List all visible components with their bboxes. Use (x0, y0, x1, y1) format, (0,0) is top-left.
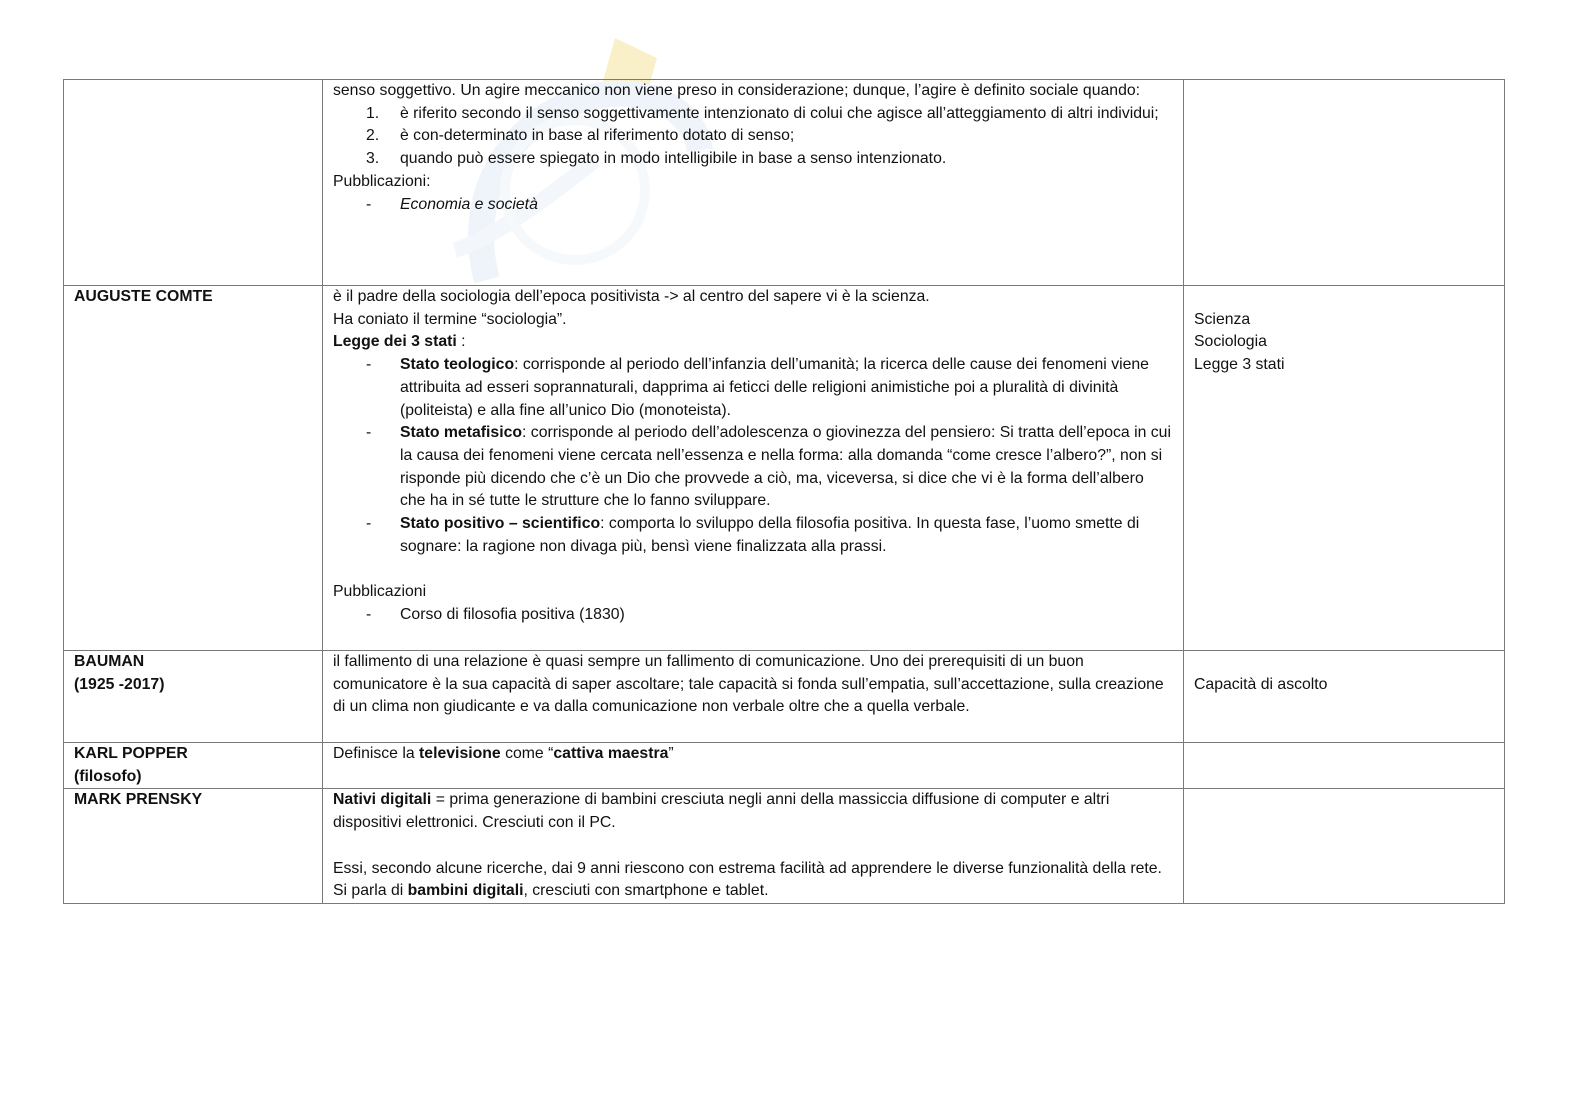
bold-term: televisione (419, 745, 501, 762)
author-note: (filosofo) (74, 767, 142, 785)
author-cell (64, 286, 323, 651)
state-text: : comporta lo sviluppo della filosofia positiva. In questa fase, l’uomo smette di sognare: la ragione non divaga più, bensì viene finalizzata alla prassi. (400, 515, 1140, 555)
list-number: 1. (366, 104, 380, 122)
description-text (333, 743, 1173, 766)
bold-term: cattiva maestra (553, 745, 669, 762)
author-name: BAUMAN (74, 653, 145, 670)
keyword-list (1194, 651, 1494, 696)
author-cell (64, 80, 323, 286)
description-paragraph (333, 789, 1173, 834)
dash-bullet: - (366, 195, 372, 213)
law-suffix: : (456, 333, 466, 351)
spacer (333, 558, 1173, 581)
list-item-text: è riferito secondo il senso soggettivamente intenzionato di colui che agisce all’atteggiamento di altri individui; (400, 104, 1159, 122)
description-cell (323, 789, 1184, 904)
description-paragraph (333, 858, 1173, 903)
description-cell (323, 286, 1184, 651)
keywords-cell (1184, 286, 1505, 651)
keyword-list (1194, 286, 1494, 377)
publication-item (333, 194, 1173, 217)
dash-bullet: - (366, 356, 372, 374)
description-cell (323, 80, 1184, 286)
keyword: Capacità di ascolto (1194, 675, 1328, 693)
bold-term: bambini digitali (407, 882, 524, 900)
table-row (64, 651, 1505, 743)
publication-item (333, 604, 1173, 627)
text-fragment: Definisce la (333, 745, 420, 762)
publication-title: Economia e società (400, 195, 538, 213)
text-fragment: = prima generazione di bambini cresciuta negli anni della massiccia diffusione di computer e altri dispositivi elettronici. Cresciuti con il PC. (333, 791, 1110, 832)
description-line: Ha coniato il termine “sociologia”. (333, 310, 567, 328)
bold-term: Nativi digitali (333, 791, 432, 809)
author-name: MARK PRENSKY (74, 791, 203, 809)
list-number: 3. (366, 150, 380, 168)
publication-title: Corso di filosofia positiva (1830) (400, 605, 625, 623)
description-cell (323, 743, 1184, 789)
publications-label: Pubblicazioni (333, 583, 427, 601)
table-row (64, 789, 1505, 904)
keyword: Sociologia (1194, 333, 1267, 351)
dash-bullet: - (366, 515, 372, 533)
author-name: KARL POPPER (74, 745, 188, 762)
author-note: (1925 -2017) (74, 675, 165, 693)
table-row (64, 743, 1505, 789)
keyword: Legge 3 stati (1194, 356, 1285, 374)
list-item (333, 103, 1173, 126)
law-label: Legge dei 3 stati (333, 333, 457, 351)
table-row (64, 80, 1505, 286)
description-cell (323, 651, 1184, 743)
state-term: Stato positivo – scientifico (400, 515, 601, 533)
keywords-cell (1184, 789, 1505, 904)
description-line: è il padre della sociologia dell’epoca positivista -> al centro del sapere vi è la scienza. (333, 288, 930, 305)
list-item (333, 422, 1173, 513)
author-name: AUGUSTE COMTE (74, 288, 213, 305)
keywords-cell (1184, 80, 1505, 286)
author-cell (64, 651, 323, 743)
list-item (333, 148, 1173, 171)
state-term: Stato teologico (400, 356, 515, 374)
state-text: : corrisponde al periodo dell’infanzia dell’umanità; la ricerca delle cause dei fenomeni viene attribuita ad esseri soprannaturali, dapprima ai feticci delle religioni animistiche poi a pluralità di divinità (politeista) e alla fine all’unico Dio (monoteista). (400, 356, 1149, 419)
list-item-text: quando può essere spiegato in modo intelligibile in base a senso intenzionato. (400, 150, 947, 168)
text-fragment: ” (668, 745, 674, 762)
table-row (64, 286, 1505, 651)
description-text: il fallimento di una relazione è quasi sempre un fallimento di comunicazione. Uno dei prerequisiti di un buon comunicatore è la sua capacità di saper ascoltare; tale capacità si fonda sull’empatia, sull’accettazione, sulla creazione di un clima non giudicante e va dalla comunicazione non verbale oltre che a quella verbale. (333, 653, 1164, 716)
text-fragment: come “ (500, 745, 554, 762)
author-cell (64, 789, 323, 904)
list-item-text: è con-determinato in base al riferimento dotato di senso; (400, 127, 795, 145)
law-heading (333, 331, 1173, 354)
list-item (333, 354, 1173, 422)
dash-bullet: - (366, 424, 372, 442)
dash-bullet: - (366, 605, 372, 623)
text-fragment: Essi, secondo alcune ricerche, dai 9 anni riescono con estrema facilità ad apprendere le diverse funzionalità della rete. Si parla di (333, 859, 1162, 900)
spacer (333, 835, 1173, 858)
keywords-cell (1184, 743, 1505, 789)
keywords-cell (1184, 651, 1505, 743)
state-text: : corrisponde al periodo dell’adolescenza o giovinezza del pensiero: Si tratta dell’epoca in cui la causa dei fenomeni viene cercata nell’essenza e nella forma: alla domanda “come cresce l’albero?”, non si risponde più dicendo che c’è un Dio che provvede a ciò, ma, viceversa, si dice che vi è la forma dell’albero che ha in sé tutte le strutture che lo fanno sviluppare. (400, 424, 1171, 510)
keyword: Scienza (1194, 310, 1251, 328)
intro-text: senso soggettivo. Un agire meccanico non viene preso in considerazione; dunque, l’agire è definito sociale quando: (333, 82, 1141, 99)
summary-table (63, 79, 1505, 904)
list-item (333, 125, 1173, 148)
list-number: 2. (366, 127, 380, 145)
publications-label: Pubblicazioni: (333, 172, 431, 190)
list-item (333, 513, 1173, 558)
author-cell (64, 743, 323, 789)
state-term: Stato metafisico (400, 424, 523, 442)
text-fragment: , cresciuti con smartphone e tablet. (523, 882, 769, 900)
